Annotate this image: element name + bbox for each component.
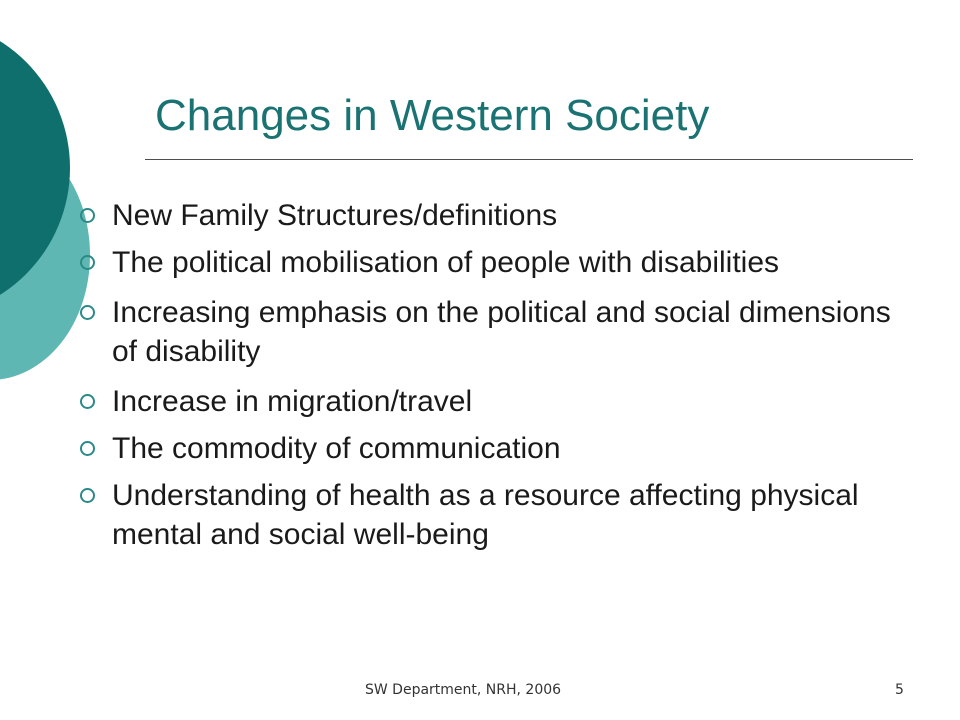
title-divider <box>145 159 913 160</box>
hollow-circle-icon <box>80 305 95 320</box>
bullet-text: The political mobilisation of people with disabilities <box>112 246 780 279</box>
bullet-text: The commodity of communication <box>112 432 561 465</box>
hollow-circle-icon <box>80 208 95 223</box>
bullet-text: New Family Structures/definitions <box>112 199 558 232</box>
bullet-item <box>72 243 922 282</box>
bullet-item <box>72 293 922 371</box>
bullet-list <box>72 196 922 562</box>
bullet-text: Increase in migration/travel <box>112 385 473 418</box>
bullet-text: Increasing emphasis on the political and social dimensions of disability <box>112 296 891 368</box>
footer-text: SW Department, NRH, 2006 <box>365 682 562 698</box>
bullet-item <box>72 196 922 235</box>
slide-title: Changes in Western Society <box>155 91 710 140</box>
bullet-item <box>72 382 922 421</box>
hollow-circle-icon <box>80 255 95 270</box>
bullet-text: Understanding of health as a resource affecting physical mental and social well-being <box>112 479 859 551</box>
hollow-circle-icon <box>80 488 95 503</box>
hollow-circle-icon <box>80 394 95 409</box>
hollow-circle-icon <box>80 441 95 456</box>
page-number: 5 <box>895 682 904 698</box>
bullet-item <box>72 429 922 468</box>
bullet-item <box>72 476 922 554</box>
